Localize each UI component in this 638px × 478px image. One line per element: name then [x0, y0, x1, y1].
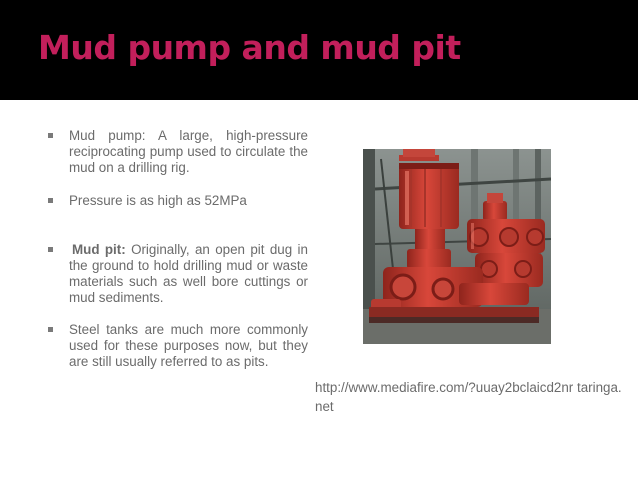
bullet-marker-icon [48, 247, 53, 252]
bullet-steel-tanks [48, 322, 308, 370]
bullet-marker-icon [48, 327, 53, 332]
bullet-mud-pit [48, 242, 308, 306]
slide-title: Mud pump and mud pit [38, 28, 461, 67]
bullet-marker-icon [48, 198, 53, 203]
bullet-text: Originally, an open pit dug in the ground to hold drilling mud or waste materials such as well bore cuttings or mud sediments. [69, 242, 308, 305]
bullet-lead-term: Mud pit: [72, 242, 126, 257]
bullet-text: Steel tanks are much more commonly used for these purposes now, but they are still usually referred to as pits. [69, 322, 308, 369]
bullet-text: Mud pump: A large, high-pressure reciprocating pump used to circulate the mud on a drilling rig. [69, 128, 308, 175]
title-bar [0, 0, 638, 100]
bullet-marker-icon [48, 133, 53, 138]
bullet-text: Pressure is as high as 52MPa [69, 193, 247, 208]
image-caption: http://www.mediafire.com/?uuay2bclaicd2nr taringa.net [315, 380, 622, 414]
bullet-pressure [48, 193, 308, 209]
bullet-mud-pump [48, 128, 308, 176]
mud-pump-photo [363, 149, 551, 344]
bullet-list [48, 128, 308, 370]
